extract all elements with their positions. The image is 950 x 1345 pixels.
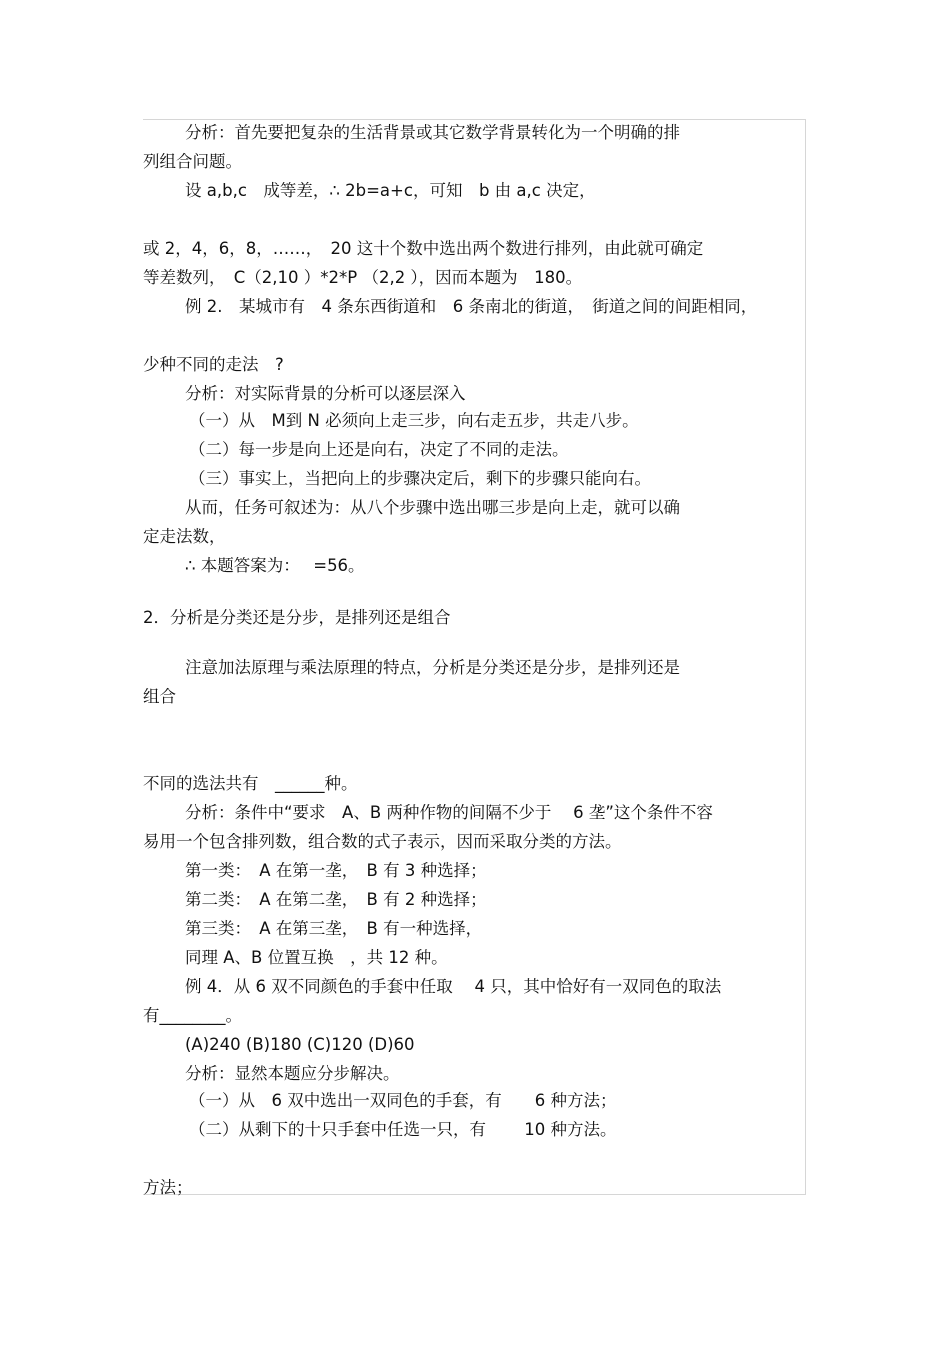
text-line: （三）事实上，当把向上的步骤决定后，剩下的步骤只能向右。 <box>189 469 651 488</box>
text-line: 例 4．从 6 双不同颜色的手套中任取 4 只，其中恰好有一双同色的取法 <box>185 977 722 996</box>
text-line: 注意加法原理与乘法原理的特点，分析是分类还是分步，是排列还是 <box>185 658 680 677</box>
text-line: 方法； <box>143 1178 193 1197</box>
text-line: 从而，任务可叙述为：从八个步骤中选出哪三步是向上走，就可以确 <box>185 498 680 517</box>
text-line: 组合 <box>143 687 176 706</box>
text-line: 分析：条件中“要求 A、B 两种作物的间隔不少于 6 垄”这个条件不容 <box>185 803 713 822</box>
text-line: （二）每一步是向上还是向右，决定了不同的走法。 <box>189 440 569 459</box>
text-line: 等差数列， C（2,10 ）*2*P （2,2 ），因而本题为 180。 <box>143 268 583 287</box>
text-line <box>143 208 806 232</box>
text-line: 分析：显然本题应分步解决。 <box>185 1064 400 1083</box>
text-line <box>143 743 807 767</box>
text-line: 不同的选法共有 ______种。 <box>143 774 358 793</box>
section-heading: 2．分析是分类还是分步，是排列还是组合 <box>143 608 451 627</box>
text-line: 例 2. 某城市有 4 条东西街道和 6 条南北的街道， 街道之间的间距相同， <box>185 297 758 316</box>
text-line: 易用一个包含排列数，组合数的式子表示，因而采取分类的方法。 <box>143 832 622 851</box>
text-line <box>143 1147 807 1171</box>
text-line: 列组合问题。 <box>143 152 242 171</box>
text-line: （一）从 6 双中选出一双同色的手套，有 6 种方法； <box>189 1091 617 1110</box>
text-line: 少种不同的走法 ? <box>143 355 284 374</box>
text-line: ∴ 本题答案为： =56。 <box>185 556 365 575</box>
text-line <box>143 324 807 348</box>
text-line: 设 a,b,c 成等差，∴ 2b=a+c，可知 b 由 a,c 决定， <box>185 181 596 200</box>
text-line: 或 2，4，6，8，……， 20 这十个数中选出两个数进行排列，由此就可确定 <box>143 239 704 258</box>
text-line <box>143 714 807 738</box>
text-line: 同理 A、B 位置互换 ，共 12 种。 <box>185 948 448 967</box>
text-line: (A)240 (B)180 (C)120 (D)60 <box>185 1035 415 1054</box>
text-line: 第三类： A 在第三垄， B 有一种选择， <box>185 919 483 938</box>
text-line: （二）从剩下的十只手套中任选一只，有 10 种方法。 <box>189 1120 617 1139</box>
text-line: 定走法数， <box>143 527 226 546</box>
text-line: 分析：对实际背景的分析可以逐层深入 <box>185 384 466 403</box>
text-line: 分析：首先要把复杂的生活背景或其它数学背景转化为一个明确的排 <box>185 123 680 142</box>
text-line: 第二类： A 在第二垄， B 有 2 种选择； <box>185 890 487 909</box>
text-line: 第一类： A 在第一垄， B 有 3 种选择； <box>185 861 487 880</box>
text-line: （一）从 M到 N 必须向上走三步，向右走五步，共走八步。 <box>189 411 639 430</box>
text-line: 有________。 <box>143 1006 242 1025</box>
